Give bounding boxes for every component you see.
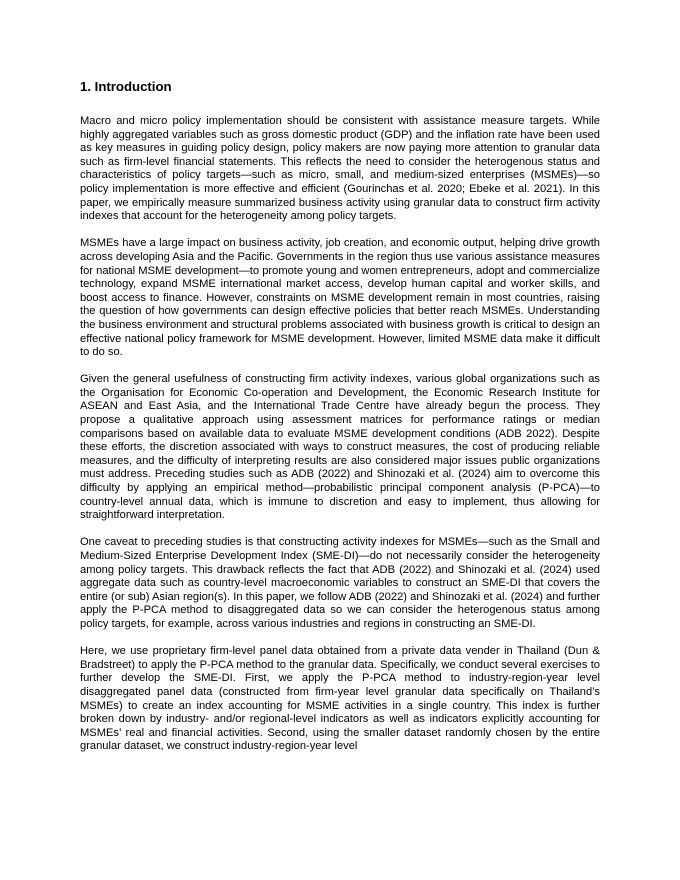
paragraph-1: Macro and micro policy implementation should be consistent with assistance measure targets. While highly aggregated variables such as gross domestic product (GDP) and the inflation rate have been used as key measures in guiding policy design, policy makers are now paying more attention to granular data such as firm-level financial statements. This reflects the need to consider the heterogenous status and characteristics of policy targets—such as micro, small, and medium-sized enterprises (MSMEs)—so policy implementation is more effective and efficient (Gourinchas et al. 2020; Ebeke et al. 2021). In this paper, we empirically measure summarized business activity using granular data to construct firm activity indexes that account for the heterogeneity among policy targets.	[80, 115, 600, 223]
paragraph-5: Here, we use proprietary firm-level panel data obtained from a private data vender in Thailand (Dun & Bradstreet) to apply the P-PCA method to the granular data. Specifically, we conduct several exercises to further develop the SME-DI. First, we apply the P-PCA method to industry-region-year level disaggregated panel data (constructed from firm-year level granular data specifically on Thailand’s MSMEs) to create an index accounting for MSME activities in a single country. This index is further broken down by industry- and/or regional-level indicators as well as indicators explicitly accounting for MSMEs’ real and financial activities. Second, using the smaller dataset randomly chosen by the entire granular dataset, we construct industry-region-year level	[80, 645, 600, 753]
paragraph-3: Given the general usefulness of constructing firm activity indexes, various global organizations such as the Organisation for Economic Co-operation and Development, the Economic Research Institute for ASEAN and East Asia, and the International Trade Centre have already begun the process. They propose a qualitative approach using assessment matrices for performance ratings or median comparisons based on available data to evaluate MSME development conditions (ADB 2022). Despite these efforts, the discretion associated with ways to construct measures, the cost of producing reliable measures, and the difficulty of interpreting results are also considered major issues public organizations must address. Preceding studies such as ADB (2022) and Shinozaki et al. (2024) aim to overcome this difficulty by applying an empirical method—probabilistic principal component analysis (P-PCA)—to country-level annual data, which is immune to discretion and easy to implement, thus allowing for straightforward interpretation.	[80, 373, 600, 522]
section-heading: 1. Introduction	[80, 79, 172, 94]
paragraph-4: One caveat to preceding studies is that constructing activity indexes for MSMEs—such as the Small and Medium-Sized Enterprise Development Index (SME-DI)—do not necessarily consider the heterogeneity among policy targets. This drawback reflects the fact that ADB (2022) and Shinozaki et al. (2024) used aggregate data such as country-level macroeconomic variables to construct an SME-DI that covers the entire (or sub) Asian region(s). In this paper, we follow ADB (2022) and Shinozaki et al. (2024) and further apply the P-PCA method to disaggregated data so we can consider the heterogenous status among policy targets, for example, across various industries and regions in constructing an SME-DI.	[80, 536, 600, 630]
paper-page	[80, 78, 600, 768]
paragraph-2: MSMEs have a large impact on business activity, job creation, and economic output, helping drive growth across developing Asia and the Pacific. Governments in the region thus use various assistance measures for national MSME development—to promote young and women entrepreneurs, adopt and commercialize technology, expand MSME international market access, develop human capital and worker skills, and boost access to finance. However, constraints on MSME development remain in most countries, raising the question of how governments can design effective policies that better reach MSMEs. Understanding the business environment and structural problems associated with business growth is critical to design an effective national policy framework for MSME development. However, limited MSME data make it difficult to do so.	[80, 237, 600, 359]
